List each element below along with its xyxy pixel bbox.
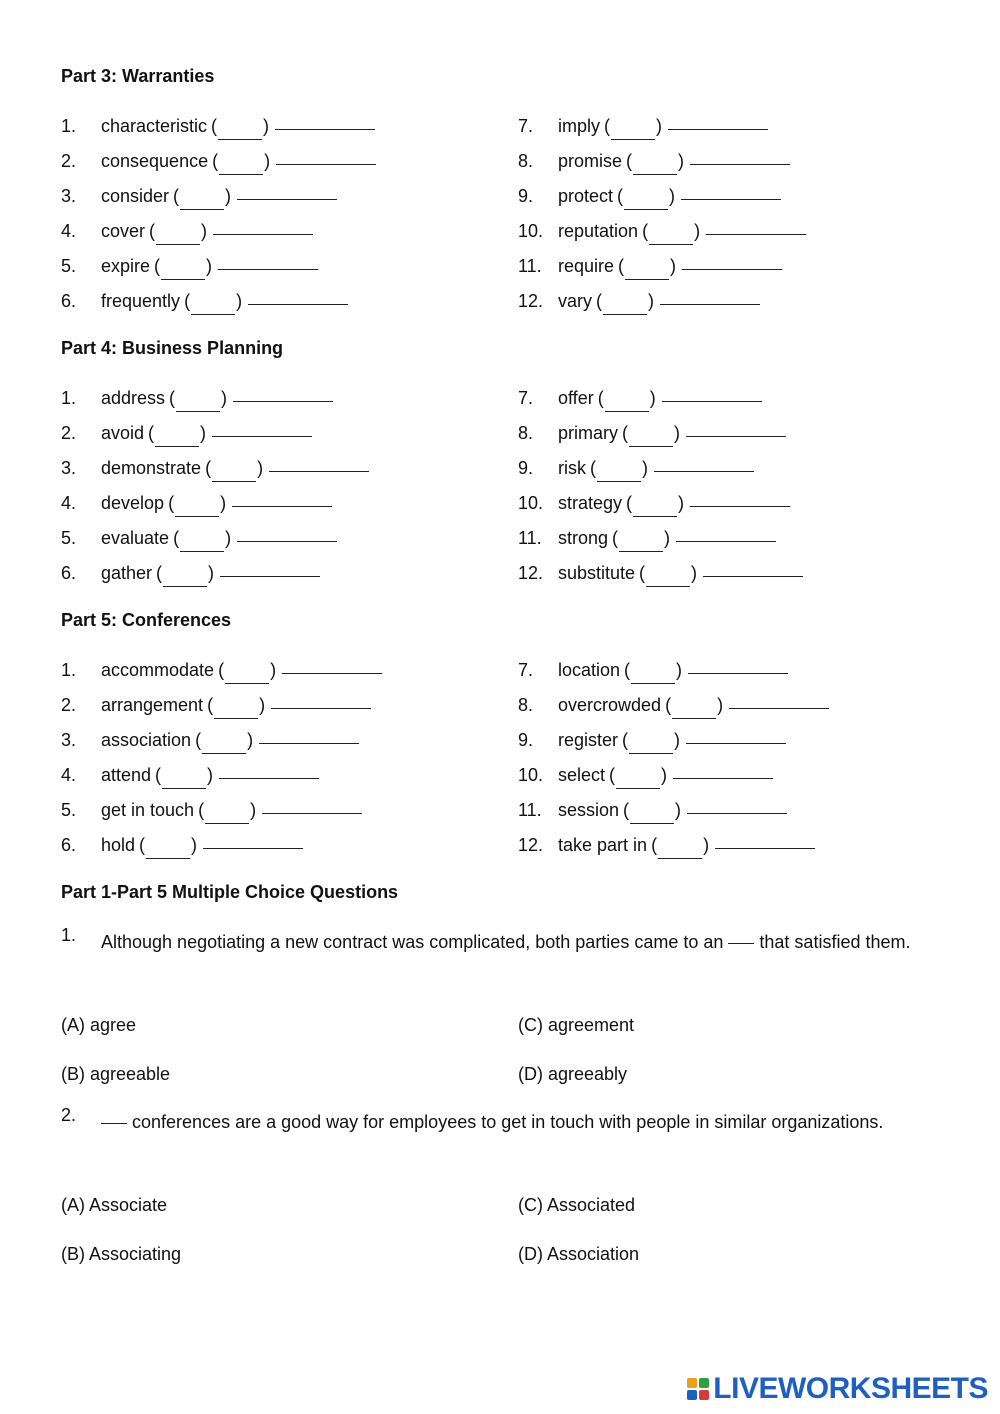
vocab-item: [61, 723, 501, 758]
vocab-word: substitute: [558, 563, 636, 583]
vocab-item: [518, 214, 958, 249]
vocab-word: reputation: [558, 221, 639, 241]
vocab-word: location: [558, 660, 621, 680]
item-number: 4.: [61, 765, 77, 785]
part-of-speech-blank[interactable]: ( ): [205, 451, 263, 486]
vocab-item: [61, 556, 501, 591]
vocab-item: [61, 486, 501, 521]
item-number: 11.: [518, 528, 542, 548]
vocab-word: consider: [101, 186, 170, 206]
item-number: 8.: [518, 151, 534, 171]
part-of-speech-blank[interactable]: ( ): [622, 416, 680, 451]
vocab-word: characteristic: [101, 116, 208, 136]
part-of-speech-blank[interactable]: ( ): [195, 723, 253, 758]
part-of-speech-blank[interactable]: ( ): [139, 828, 197, 863]
item-number: 1.: [61, 116, 77, 136]
answer-blank[interactable]: [101, 1109, 127, 1124]
mcq-title: Part 1-Part 5 Multiple Choice Questions: [61, 882, 399, 902]
part-of-speech-blank[interactable]: ( ): [154, 249, 212, 284]
question-text-after: that satisfied them.: [759, 932, 911, 952]
item-number: 5.: [61, 528, 77, 548]
option-b[interactable]: (B) agreeable: [61, 1064, 171, 1084]
part-of-speech-blank[interactable]: ( ): [626, 144, 684, 179]
vocab-word: primary: [558, 423, 619, 443]
item-number: 10.: [518, 221, 544, 241]
part-of-speech-blank[interactable]: ( ): [642, 214, 700, 249]
item-number: 10.: [518, 765, 544, 785]
liveworksheets-logo[interactable]: [687, 1372, 988, 1406]
item-number: 4.: [61, 221, 77, 241]
definition-blank[interactable]: [282, 659, 382, 674]
item-number: 2.: [61, 695, 77, 715]
vocab-item: [61, 284, 501, 319]
vocab-word: strategy: [558, 493, 623, 513]
definition-blank[interactable]: [275, 115, 375, 130]
vocab-word: imply: [558, 116, 601, 136]
item-number: 9.: [518, 186, 534, 206]
vocab-word: offer: [558, 388, 594, 408]
definition-blank[interactable]: [681, 185, 781, 200]
liveworksheets-grid-icon: [687, 1378, 709, 1400]
vocab-item: [518, 486, 958, 521]
vocab-word: promise: [558, 151, 623, 171]
definition-blank[interactable]: [729, 694, 829, 709]
logo-text: LIVEWORKSHEETS: [713, 1372, 988, 1405]
vocab-item: [61, 179, 501, 214]
part5-title: Part 5: Conferences: [61, 610, 232, 630]
option-d[interactable]: (D) agreeably: [518, 1064, 628, 1084]
vocab-word: require: [558, 256, 615, 276]
definition-blank[interactable]: [219, 764, 319, 779]
part-of-speech-blank[interactable]: ( ): [218, 653, 276, 688]
vocab-item: [518, 521, 958, 556]
item-number: 10.: [518, 493, 544, 513]
option-c[interactable]: (C) agreement: [518, 1015, 635, 1035]
definition-blank[interactable]: [668, 115, 768, 130]
vocab-item: [518, 179, 958, 214]
vocab-item: [518, 109, 958, 144]
vocab-word: frequently: [101, 291, 181, 311]
definition-blank[interactable]: [686, 729, 786, 744]
vocab-item: [61, 451, 501, 486]
definition-blank[interactable]: [703, 562, 803, 577]
part4-right-list: [518, 381, 958, 591]
item-number: 3.: [61, 186, 77, 206]
vocab-item: [61, 793, 501, 828]
part-of-speech-blank[interactable]: ( ): [173, 521, 231, 556]
option-a[interactable]: (A) agree: [61, 1015, 137, 1035]
part-of-speech-blank[interactable]: ( ): [624, 653, 682, 688]
part-of-speech-blank[interactable]: ( ): [609, 758, 667, 793]
item-number: 9.: [518, 458, 534, 478]
part-of-speech-blank[interactable]: ( ): [168, 486, 226, 521]
option-b[interactable]: (B) Associating: [61, 1244, 182, 1264]
item-number: 1.: [61, 388, 77, 408]
vocab-item: [518, 723, 958, 758]
item-number: 2.: [61, 423, 77, 443]
item-number: 8.: [518, 695, 534, 715]
part-of-speech-blank[interactable]: ( ): [207, 688, 265, 723]
definition-blank[interactable]: [715, 834, 815, 849]
vocab-word: gather: [101, 563, 153, 583]
part-of-speech-blank[interactable]: ( ): [169, 381, 227, 416]
part-of-speech-blank[interactable]: ( ): [618, 249, 676, 284]
part4-title: Part 4: Business Planning: [61, 338, 284, 358]
part-of-speech-blank[interactable]: ( ): [651, 828, 709, 863]
vocab-item: [518, 249, 958, 284]
vocab-item: [61, 688, 501, 723]
question-text-before: Although negotiating a new contract was complicated, both parties came to an: [101, 932, 724, 952]
vocab-item: [518, 451, 958, 486]
vocab-word: accommodate: [101, 660, 215, 680]
vocab-word: protect: [558, 186, 614, 206]
definition-blank[interactable]: [259, 729, 359, 744]
part-of-speech-blank[interactable]: ( ): [622, 723, 680, 758]
part-of-speech-blank[interactable]: ( ): [617, 179, 675, 214]
vocab-item: [518, 416, 958, 451]
vocab-word: association: [101, 730, 192, 750]
definition-blank[interactable]: [232, 492, 332, 507]
vocab-item: [518, 381, 958, 416]
definition-blank[interactable]: [276, 150, 376, 165]
part-of-speech-blank[interactable]: ( ): [173, 179, 231, 214]
question-2: [61, 1105, 941, 1140]
definition-blank[interactable]: [686, 422, 786, 437]
definition-blank[interactable]: [673, 764, 773, 779]
part-of-speech-blank[interactable]: ( ): [148, 416, 206, 451]
vocab-word: get in touch: [101, 800, 195, 820]
part-of-speech-blank[interactable]: ( ): [598, 381, 656, 416]
question-text: [101, 925, 941, 960]
part-of-speech-blank[interactable]: ( ): [155, 758, 213, 793]
part-of-speech-blank[interactable]: ( ): [639, 556, 697, 591]
item-number: 7.: [518, 388, 534, 408]
vocab-word: select: [558, 765, 606, 785]
question-text: [101, 1105, 941, 1140]
option-a[interactable]: (A) Associate: [61, 1195, 168, 1215]
vocab-word: address: [101, 388, 166, 408]
item-number: 3.: [61, 458, 77, 478]
item-number: 6.: [61, 835, 77, 855]
vocab-item: [518, 793, 958, 828]
vocab-word: evaluate: [101, 528, 170, 548]
vocab-item: [61, 521, 501, 556]
part-of-speech-blank[interactable]: ( ): [665, 688, 723, 723]
part-of-speech-blank[interactable]: ( ): [211, 109, 269, 144]
definition-blank[interactable]: [213, 220, 313, 235]
item-number: 2.: [61, 151, 77, 171]
question-number: 2.: [61, 1105, 77, 1125]
vocab-item: [61, 109, 501, 144]
vocab-item: [518, 653, 958, 688]
definition-blank[interactable]: [271, 694, 371, 709]
item-number: 11.: [518, 800, 542, 820]
definition-blank[interactable]: [237, 185, 337, 200]
item-number: 11.: [518, 256, 542, 276]
item-number: 12.: [518, 835, 544, 855]
item-number: 6.: [61, 563, 77, 583]
question-1: [61, 925, 941, 960]
definition-blank[interactable]: [248, 290, 348, 305]
definition-blank[interactable]: [269, 457, 369, 472]
vocab-word: take part in: [558, 835, 648, 855]
definition-blank[interactable]: [690, 492, 790, 507]
vocab-word: overcrowded: [558, 695, 662, 715]
vocab-word: risk: [558, 458, 586, 478]
option-d[interactable]: (D) Association: [518, 1244, 640, 1264]
item-number: 12.: [518, 291, 544, 311]
part-of-speech-blank[interactable]: ( ): [590, 451, 648, 486]
definition-blank[interactable]: [662, 387, 762, 402]
part3-title: Part 3: Warranties: [61, 66, 215, 86]
vocab-item: [518, 688, 958, 723]
item-number: 5.: [61, 800, 77, 820]
vocab-item: [518, 144, 958, 179]
definition-blank[interactable]: [262, 799, 362, 814]
part-of-speech-blank[interactable]: ( ): [626, 486, 684, 521]
vocab-item: [518, 758, 958, 793]
item-number: 3.: [61, 730, 77, 750]
vocab-word: vary: [558, 291, 593, 311]
vocab-word: session: [558, 800, 620, 820]
part-of-speech-blank[interactable]: ( ): [604, 109, 662, 144]
item-number: 4.: [61, 493, 77, 513]
item-number: 6.: [61, 291, 77, 311]
part-of-speech-blank[interactable]: ( ): [596, 284, 654, 319]
vocab-item: [518, 556, 958, 591]
question-text-after: conferences are a good way for employees to get in touch with people in similar organizations.: [132, 1112, 884, 1132]
definition-blank[interactable]: [682, 255, 782, 270]
part4-left-list: [61, 381, 501, 591]
vocab-word: arrangement: [101, 695, 204, 715]
vocab-word: expire: [101, 256, 151, 276]
vocab-word: attend: [101, 765, 152, 785]
vocab-item: [61, 653, 501, 688]
item-number: 5.: [61, 256, 77, 276]
part-of-speech-blank[interactable]: ( ): [612, 521, 670, 556]
vocab-word: develop: [101, 493, 165, 513]
part-of-speech-blank[interactable]: ( ): [212, 144, 270, 179]
vocab-word: hold: [101, 835, 136, 855]
definition-blank[interactable]: [237, 527, 337, 542]
definition-blank[interactable]: [706, 220, 806, 235]
vocab-item: [61, 758, 501, 793]
question-number: 1.: [61, 925, 77, 945]
part-of-speech-blank[interactable]: ( ): [623, 793, 681, 828]
definition-blank[interactable]: [690, 150, 790, 165]
vocab-item: [61, 828, 501, 863]
definition-blank[interactable]: [203, 834, 303, 849]
item-number: 1.: [61, 660, 77, 680]
vocab-item: [518, 828, 958, 863]
vocab-word: consequence: [101, 151, 209, 171]
part3-right-list: [518, 109, 958, 319]
item-number: 7.: [518, 660, 534, 680]
vocab-word: avoid: [101, 423, 145, 443]
vocab-word: strong: [558, 528, 609, 548]
vocab-item: [61, 249, 501, 284]
item-number: 8.: [518, 423, 534, 443]
definition-blank[interactable]: [660, 290, 760, 305]
item-number: 12.: [518, 563, 544, 583]
item-number: 9.: [518, 730, 534, 750]
part5-left-list: [61, 653, 501, 863]
vocab-word: register: [558, 730, 619, 750]
vocab-item: [61, 214, 501, 249]
answer-blank[interactable]: [728, 929, 754, 944]
vocab-word: cover: [101, 221, 146, 241]
vocab-item: [518, 284, 958, 319]
part-of-speech-blank[interactable]: ( ): [149, 214, 207, 249]
part5-right-list: [518, 653, 958, 863]
definition-blank[interactable]: [212, 422, 312, 437]
definition-blank[interactable]: [218, 255, 318, 270]
definition-blank[interactable]: [687, 799, 787, 814]
part-of-speech-blank[interactable]: ( ): [198, 793, 256, 828]
definition-blank[interactable]: [220, 562, 320, 577]
definition-blank[interactable]: [654, 457, 754, 472]
definition-blank[interactable]: [233, 387, 333, 402]
part3-left-list: [61, 109, 501, 319]
vocab-word: demonstrate: [101, 458, 202, 478]
vocab-item: [61, 416, 501, 451]
option-c[interactable]: (C) Associated: [518, 1195, 636, 1215]
vocab-item: [61, 381, 501, 416]
part-of-speech-blank[interactable]: ( ): [184, 284, 242, 319]
item-number: 7.: [518, 116, 534, 136]
vocab-item: [61, 144, 501, 179]
definition-blank[interactable]: [688, 659, 788, 674]
definition-blank[interactable]: [676, 527, 776, 542]
part-of-speech-blank[interactable]: ( ): [156, 556, 214, 591]
